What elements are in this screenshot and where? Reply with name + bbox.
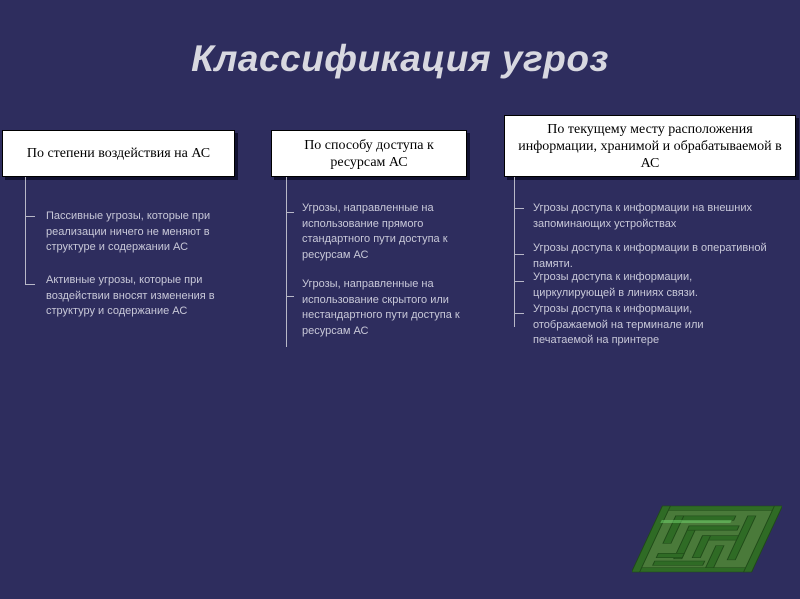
tree-line [286, 177, 287, 347]
list-item: Пассивные угрозы, которые при реализации ничего не меняют в структуре и содержании АС [46, 210, 211, 253]
tree-branch [514, 281, 524, 282]
list-item: Угрозы доступа к информации, циркулирующей в линиях связи. [533, 271, 698, 299]
tree-branch [514, 313, 524, 314]
hedge-maze-icon [632, 498, 782, 580]
list-item: Угрозы доступа к информации в оперативной памяти. [533, 242, 767, 270]
tree-branch [514, 254, 524, 255]
tree-branch [286, 212, 294, 213]
tree-line [25, 177, 26, 285]
category-box-access-method [271, 130, 467, 177]
tree-branch [514, 208, 524, 209]
tree-line [514, 177, 515, 327]
list-item: Угрозы доступа к информации на внешних запоминающих устройствах [533, 202, 752, 230]
slide-title: Классификация угроз [191, 38, 609, 79]
category-box-impact [2, 130, 235, 177]
list-item: Активные угрозы, которые при воздействии вносят изменения в структуру и содержание АС [46, 274, 215, 317]
tree-branch [25, 284, 35, 285]
category-box-location [504, 115, 796, 177]
category-label: По степени воздействия на АС [26, 146, 211, 161]
category-label: По способу доступа к ресурсам АС [304, 137, 434, 170]
tree-branch [286, 296, 294, 297]
category-label: По текущему месту расположения информации, хранимой и обрабатываемой в АС [518, 121, 782, 171]
list-item: Угрозы, направленные на использование прямого стандартного пути доступа к ресурсам АС [302, 202, 448, 261]
list-item: Угрозы, направленные на использование скрытого или нестандартного пути доступа к ресурсам АС [302, 278, 460, 337]
tree-branch [25, 216, 35, 217]
list-item: Угрозы доступа к информации, отображаемой на терминале или печатаемой на принтере [533, 303, 704, 346]
